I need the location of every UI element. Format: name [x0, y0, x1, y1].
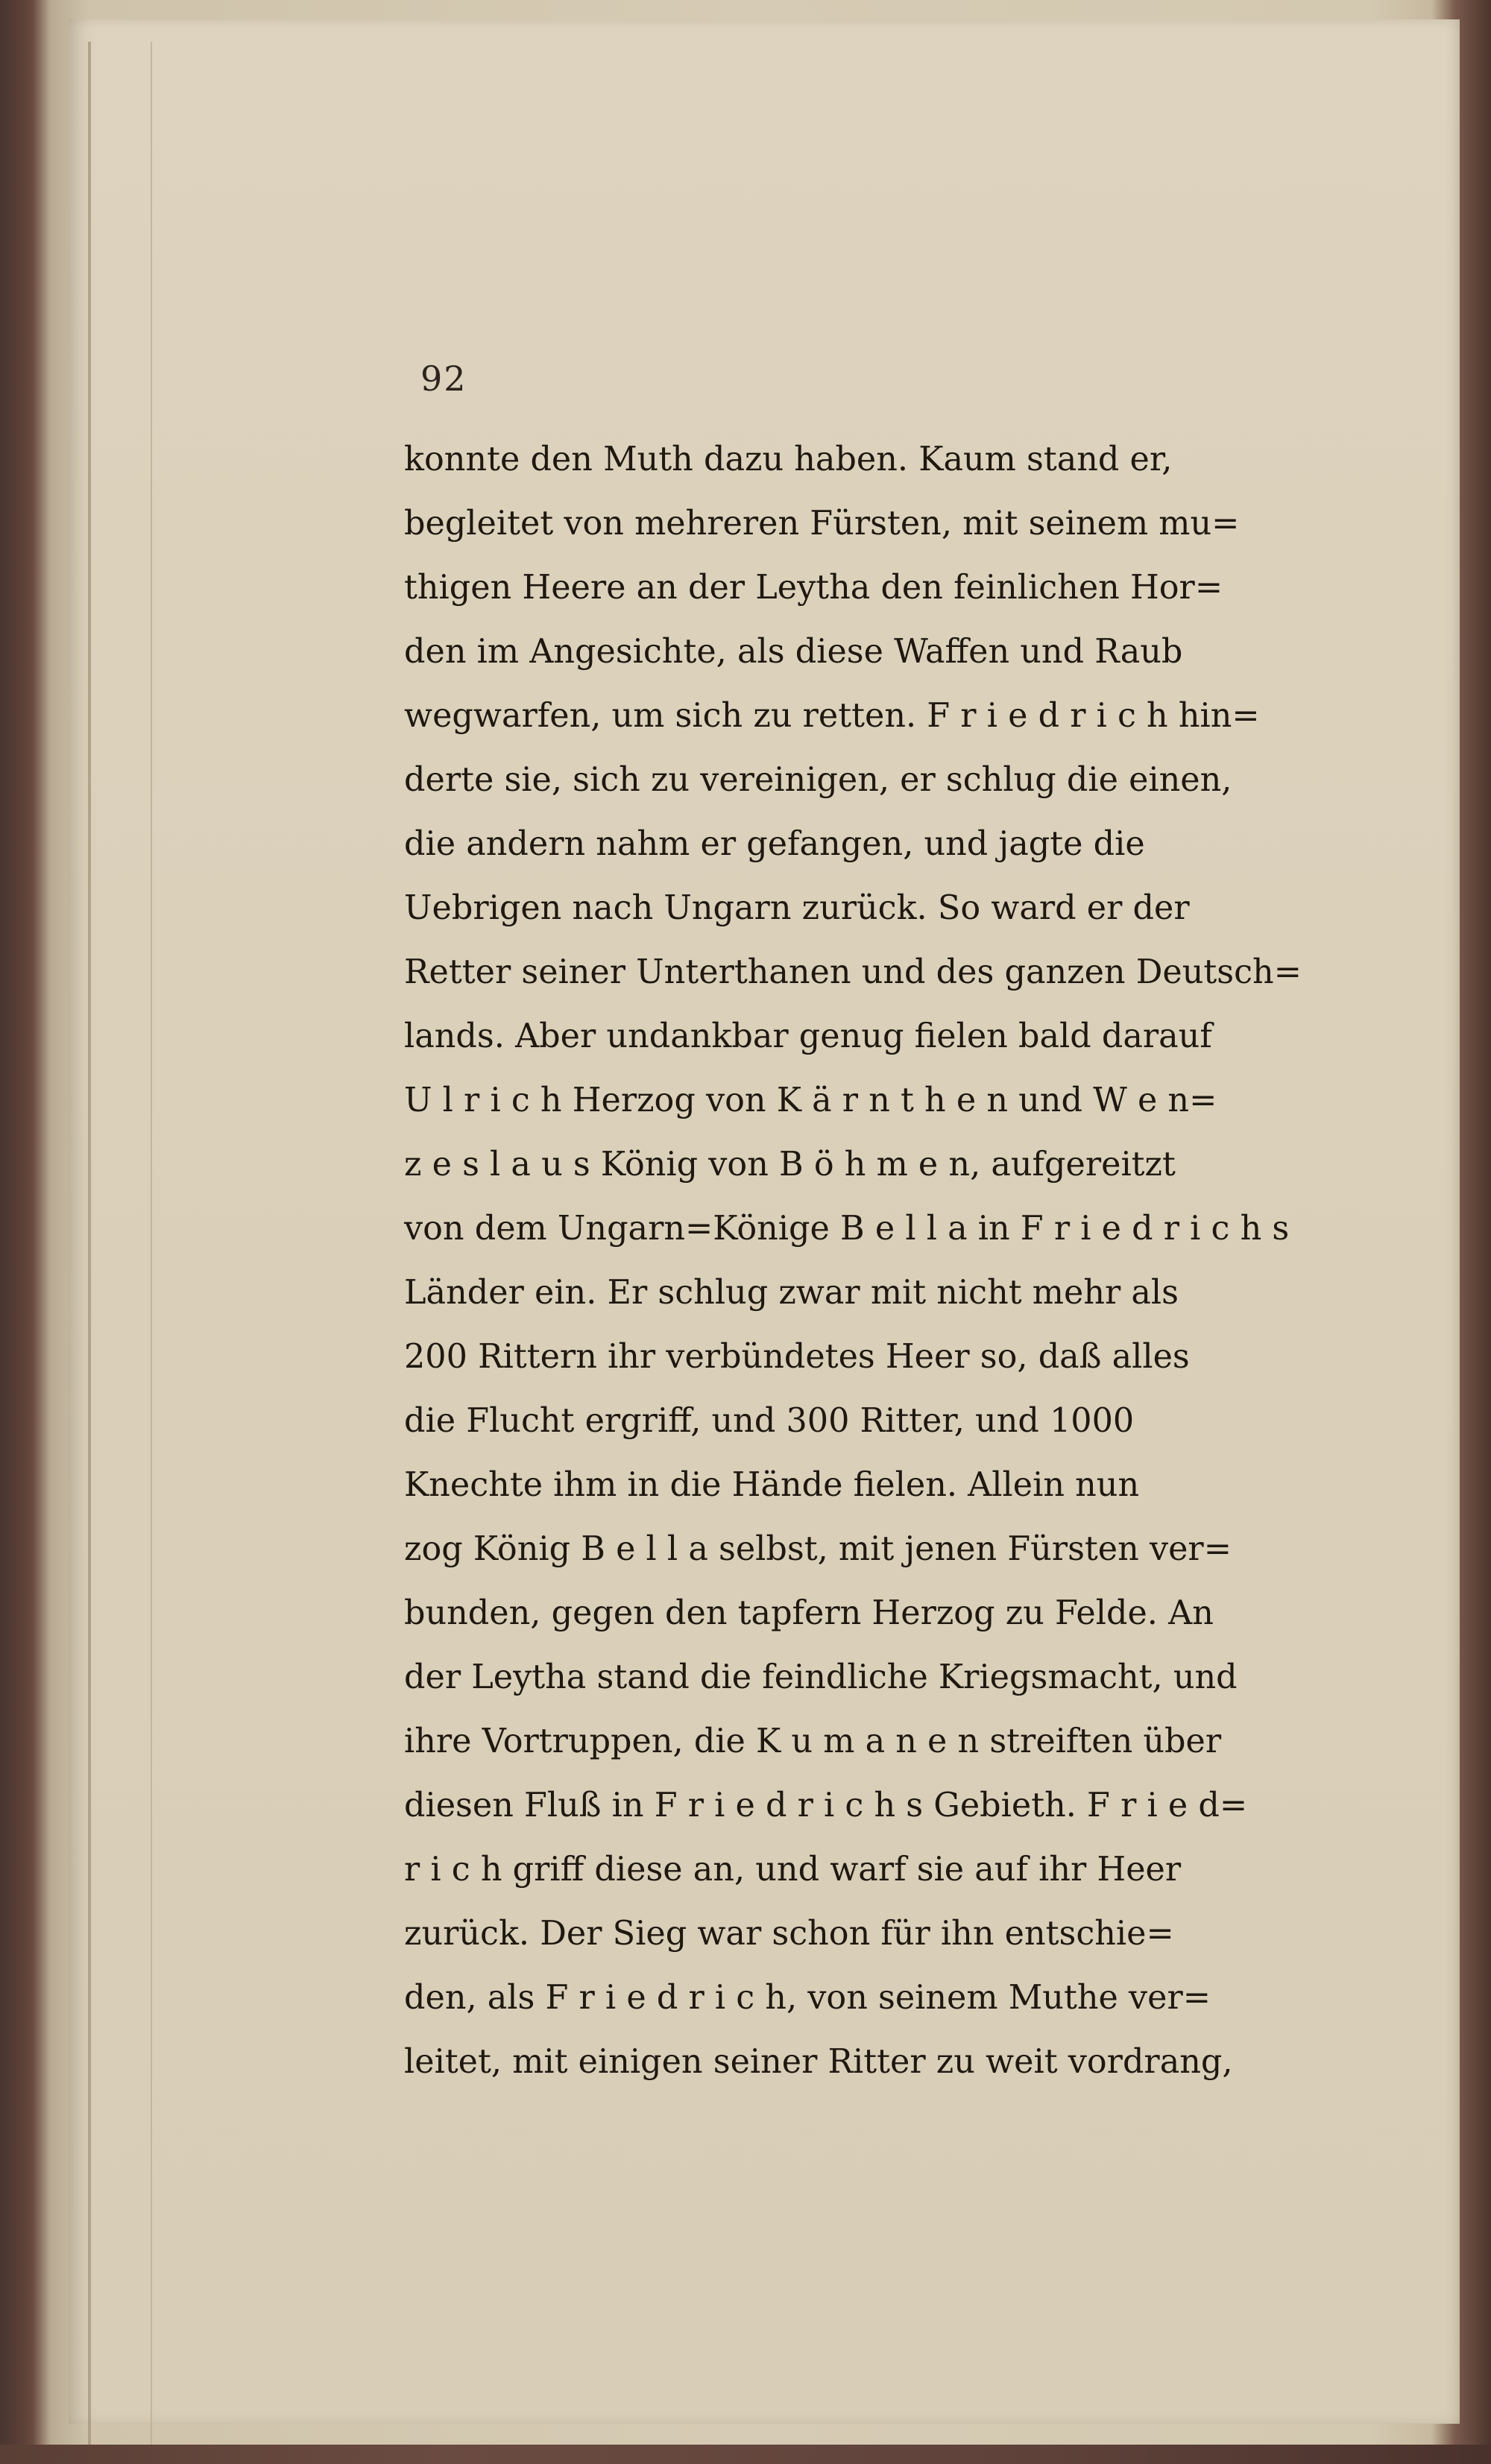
text-line: begleitet von mehreren Fürsten, mit seinem mu= — [404, 505, 1240, 543]
page-number: 92 — [420, 358, 467, 399]
body-text — [404, 428, 1366, 2094]
page-edge-stack — [88, 42, 152, 2457]
text-line: wegwarfen, um sich zu retten. F r i e d r i c h hin= — [404, 697, 1260, 735]
text-line: z e s l a u s König von B ö h m e n, aufgereitzt — [404, 1146, 1176, 1184]
text-line: r i c h griff diese an, und warf sie auf ihr Heer — [404, 1851, 1182, 1889]
text-line: diesen Fluß in F r i e d r i c h s Gebieth. F r i e d= — [404, 1787, 1248, 1825]
text-line: U l r i c h Herzog von K ä r n t h e n und W e n= — [404, 1081, 1217, 1119]
text-line: der Leytha stand die feindliche Kriegsmacht, und — [404, 1658, 1238, 1696]
text-line: konnte den Muth dazu haben. Kaum stand er, — [404, 440, 1173, 478]
text-line: Knechte ihm in die Hände fielen. Allein nun — [404, 1466, 1140, 1504]
book-cover-edge — [0, 2445, 1491, 2464]
text-line: Retter seiner Unterthanen und des ganzen Deutsch= — [404, 953, 1302, 991]
text-line: von dem Ungarn=Könige B e l l a in F r i e d r i c h s — [404, 1210, 1290, 1248]
text-line: den im Angesichte, als diese Waffen und Raub — [404, 633, 1183, 671]
text-line: thigen Heere an der Leytha den feinlichen Hor= — [404, 569, 1223, 607]
text-line: den, als F r i e d r i c h, von seinem Muthe ver= — [404, 1979, 1211, 2017]
paper-page — [69, 19, 1460, 2424]
text-line: die Flucht ergriff, und 300 Ritter, und 1000 — [404, 1402, 1135, 1440]
text-line: Länder ein. Er schlug zwar mit nicht mehr als — [404, 1274, 1179, 1312]
text-line: derte sie, sich zu vereinigen, er schlug die einen, — [404, 761, 1232, 799]
text-line: Uebrigen nach Ungarn zurück. So ward er der — [404, 889, 1190, 927]
text-line: 200 Rittern ihr verbündetes Heer so, daß alles — [404, 1338, 1190, 1376]
text-line: lands. Aber undankbar genug fielen bald darauf — [404, 1017, 1212, 1055]
text-line: ihre Vortruppen, die K u m a n e n streiften über — [404, 1722, 1222, 1760]
text-line: zog König B e l l a selbst, mit jenen Fürsten ver= — [404, 1530, 1232, 1568]
text-line: zurück. Der Sieg war schon für ihn entschie= — [404, 1915, 1174, 1953]
text-line: leitet, mit einigen seiner Ritter zu weit vordrang, — [404, 2043, 1233, 2081]
text-line: die andern nahm er gefangen, und jagte die — [404, 825, 1145, 863]
text-line: bunden, gegen den tapfern Herzog zu Felde. An — [404, 1594, 1214, 1632]
